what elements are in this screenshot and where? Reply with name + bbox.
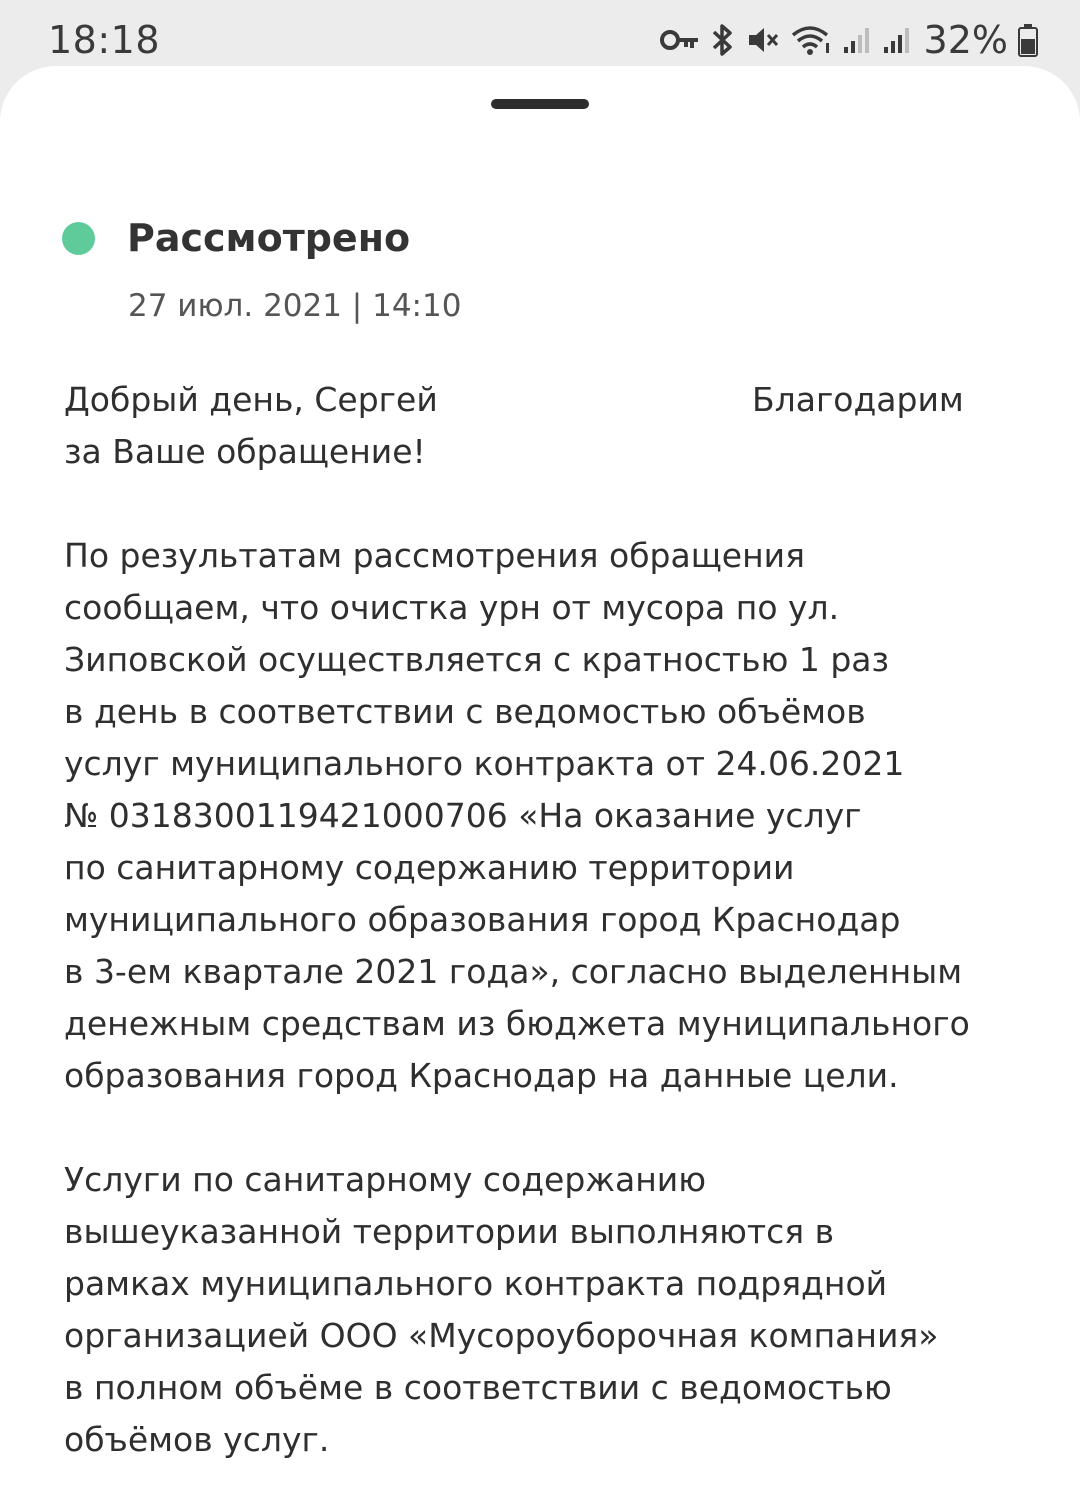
paragraph-line: Услуги по санитарному содержанию (64, 1160, 707, 1199)
battery-percent: 32% (923, 18, 1008, 62)
paragraph-line: по санитарному содержанию территории (64, 848, 795, 887)
response-message (64, 374, 1024, 1466)
bluetooth-icon (710, 22, 736, 58)
paragraph-line: организацией ООО «Мусороуборочная компания» (64, 1316, 939, 1355)
status-icons (660, 16, 1038, 64)
battery-icon (1018, 23, 1038, 57)
appeal-status-label: Рассмотрено (127, 216, 411, 260)
vibrate-mute-icon (746, 23, 780, 57)
paragraph-line: По результатам рассмотрения обращения (64, 536, 805, 575)
paragraph-line: рамках муниципального контракта подрядной (64, 1264, 888, 1303)
appeal-status-row (62, 216, 410, 260)
greeting-second-line: за Ваше обращение! (64, 432, 426, 471)
paragraph-line: в полном объёме в соответствии с ведомостью (64, 1368, 892, 1407)
appeal-details-sheet (0, 66, 1080, 1496)
paragraph-line: образования город Краснодар на данные цели. (64, 1056, 899, 1095)
message-paragraph-1 (64, 530, 1024, 1102)
signal-icon-1 (842, 25, 872, 55)
appeal-status-date: 27 июл. 2021 | 14:10 (128, 288, 462, 324)
message-paragraph-2 (64, 1154, 1024, 1466)
paragraph-line: объёмов услуг. (64, 1420, 330, 1459)
paragraph-line: № 0318300119421000706 «На оказание услуг (64, 796, 862, 835)
drag-handle[interactable] (491, 99, 589, 109)
key-icon (660, 27, 700, 53)
greeting (64, 374, 1024, 478)
paragraph-line: вышеуказанной территории выполняются в (64, 1212, 835, 1251)
paragraph-line: в 3-ем квартале 2021 года», согласно выделенным (64, 952, 963, 991)
status-dot-icon (62, 222, 95, 255)
paragraph-line: муниципального образования город Краснодар (64, 900, 901, 939)
signal-icon-2 (882, 25, 912, 55)
paragraph-line: денежным средствам из бюджета муниципального (64, 1004, 970, 1043)
status-time: 18:18 (48, 18, 161, 62)
paragraph-line: услуг муниципального контракта от 24.06.2021 (64, 744, 905, 783)
greeting-right: Благодарим (752, 380, 964, 419)
greeting-left: Добрый день, Сергей (64, 380, 438, 419)
paragraph-line: в день в соответствии с ведомостью объёмов (64, 692, 866, 731)
wifi-icon (790, 23, 832, 57)
status-bar (0, 0, 1080, 72)
paragraph-line: Зиповской осуществляется с кратностью 1 раз (64, 640, 890, 679)
paragraph-line: сообщаем, что очистка урн от мусора по ул. (64, 588, 840, 627)
